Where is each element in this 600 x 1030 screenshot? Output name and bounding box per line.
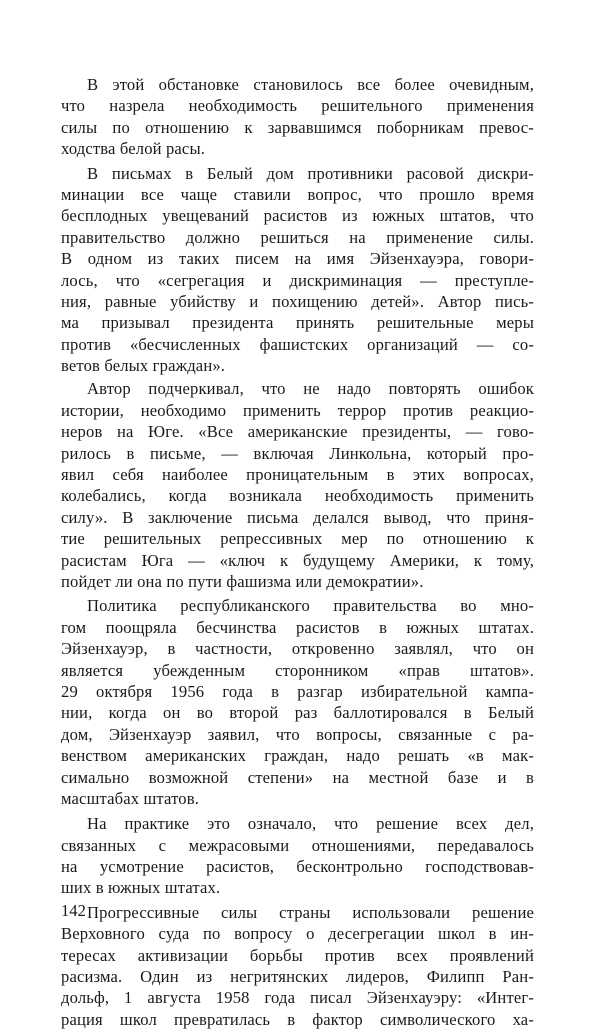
text-line: расизма. Один из негритянских лидеров, Филипп Ран-	[61, 967, 534, 987]
body-text	[61, 74, 534, 1030]
paragraph	[61, 74, 534, 160]
text-line: ния, равные убийству и похищению детей». Автор пись-	[61, 291, 534, 311]
text-line: на усмотрение расистов, бесконтрольно господствовав-	[61, 857, 534, 877]
text-line: венством американских граждан, надо решать «в мак-	[61, 746, 534, 766]
paragraph	[61, 595, 534, 809]
text-line: На практике это означало, что решение всех дел,	[87, 814, 534, 834]
text-line: явил себя наиболее проницательным в этих вопросах,	[61, 465, 534, 485]
text-line: Политика республиканского правительства во мно-	[87, 596, 534, 616]
text-line: неров на Юге. «Все американские президенты, — гово-	[61, 422, 534, 442]
text-line: минации все чаще ставили вопрос, что прошло время	[61, 184, 534, 204]
text-line: рация школ превратилась в фактор символического ха-	[61, 1009, 534, 1029]
text-line: правительство должно решиться на применение силы.	[61, 227, 534, 247]
text-line: Верховного суда по вопросу о десегрегации школ в ин-	[61, 924, 534, 944]
text-line: В одном из таких писем на имя Эйзенхауэра, говори-	[61, 249, 534, 269]
text-line: силу». В заключение письма делался вывод, что приня-	[61, 507, 534, 527]
text-line: масштабах штатов.	[61, 788, 199, 808]
text-line: против «бесчисленных фашистских организаций — со-	[61, 334, 534, 354]
text-line: Прогрессивные силы страны использовали решение	[87, 902, 534, 922]
text-line: расистам Юга — «ключ к будущему Америки, к тому,	[61, 550, 534, 570]
text-line: бесплодных увещеваний расистов из южных штатов, что	[61, 206, 534, 226]
text-line: тересах активизации борьбы против всех проявлений	[61, 945, 534, 965]
text-line: силы по отношению к зарвавшимся поборникам превос-	[61, 117, 534, 137]
text-line: Автор подчеркивал, что не надо повторять ошибок	[87, 379, 534, 399]
text-line: 29 октября 1956 года в разгар избирательной кампа-	[61, 681, 534, 701]
text-line: истории, необходимо применить террор против реакцио-	[61, 400, 534, 420]
text-line: рилось в письме, — включая Линкольна, который про-	[61, 443, 534, 463]
text-line: лось, что «сегрегация и дискриминация — преступле-	[61, 270, 534, 290]
text-line: В письмах в Белый дом противники расовой дискри-	[87, 163, 534, 183]
text-line: Эйзенхауэр, в частности, откровенно заявлял, что он	[61, 639, 534, 659]
page-number: 142	[61, 901, 86, 920]
text-line: ших в южных штатах.	[61, 878, 221, 898]
paragraph	[61, 813, 534, 899]
text-line: связанных с межрасовыми отношениями, передавалось	[61, 835, 534, 855]
text-line: ветов белых граждан».	[61, 356, 226, 376]
text-line: ма призывал президента принять решительные меры	[61, 313, 534, 333]
paragraph	[61, 378, 534, 592]
text-line: колебались, когда возникала необходимость применить	[61, 486, 534, 506]
text-line: ходства белой расы.	[61, 139, 206, 159]
text-line: В этой обстановке становилось все более очевидным,	[87, 75, 534, 94]
text-line: нии, когда он во второй раз баллотировался в Белый	[61, 703, 534, 723]
text-line: пойдет ли она по пути фашизма или демократии».	[61, 571, 424, 591]
text-line: является убежденным сторонником «прав штатов».	[61, 660, 534, 680]
text-line: тие решительных репрессивных мер по отношению к	[61, 529, 534, 549]
text-line: гом поощряла бесчинства расистов в южных штатах.	[61, 617, 534, 637]
text-line: симально возможной степени» на местной базе и в	[61, 767, 534, 787]
text-line: дольф, 1 августа 1958 года писал Эйзенхауэру: «Интег-	[61, 988, 534, 1008]
text-line: что назрела необходимость решительного применения	[61, 96, 534, 116]
paragraph	[61, 163, 534, 377]
text-line: дом, Эйзенхауэр заявил, что вопросы, связанные с ра-	[61, 724, 534, 744]
